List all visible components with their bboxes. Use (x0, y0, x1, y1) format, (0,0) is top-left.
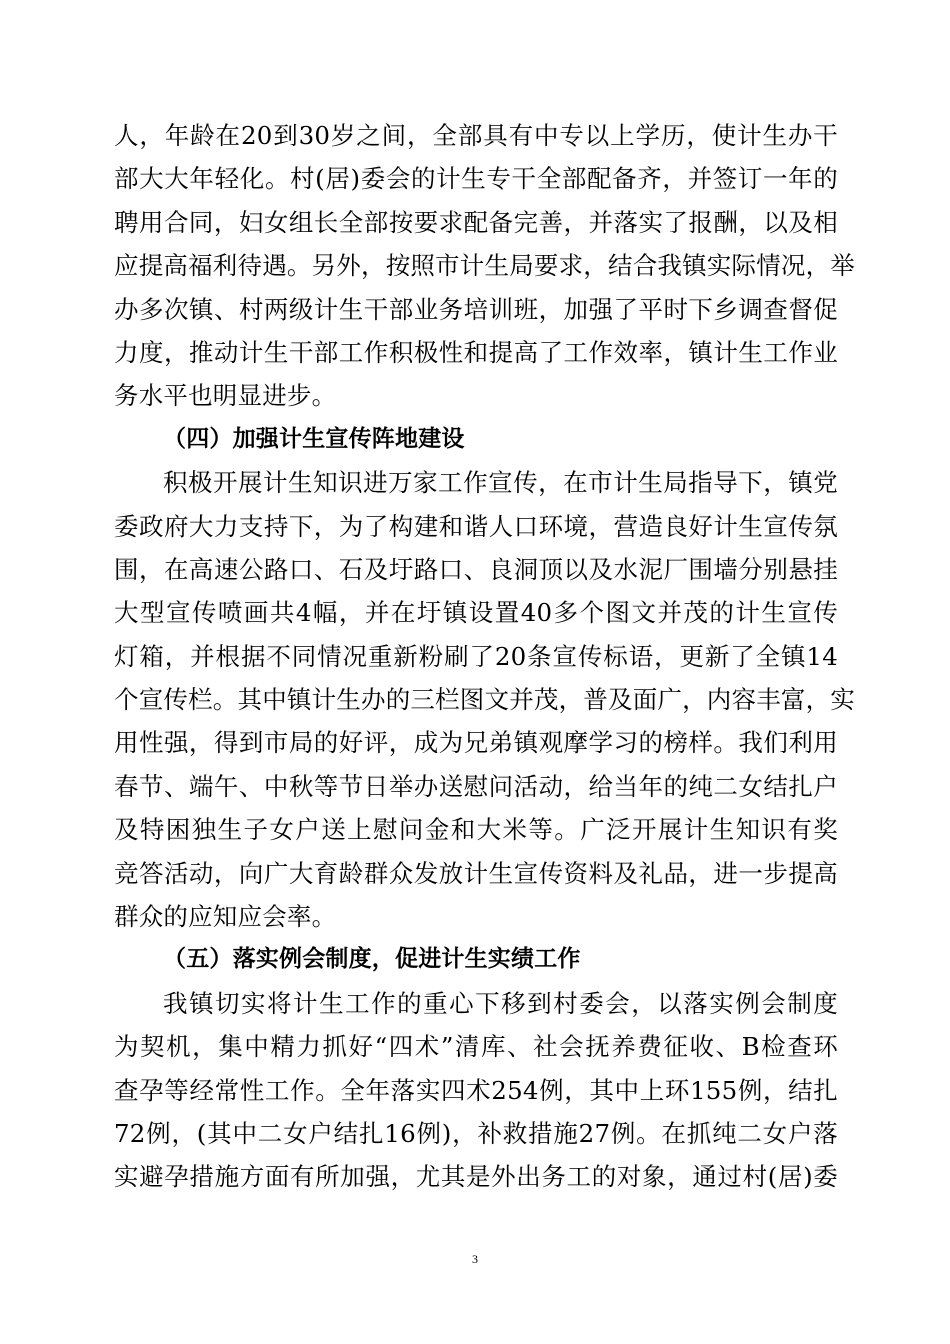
section-heading-4: （四）加强计生宣传阵地建设 (163, 425, 465, 452)
text-line: 大型宣传喷画共4幅，并在圩镇设置40多个图文并茂的计生宣传 (114, 598, 838, 628)
section-heading-5: （五）落实例会制度，促进计生实绩工作 (163, 946, 581, 973)
text-line: 72例，(其中二女户结扎16例)，补救措施27例。在抓纯二女户落 (114, 1118, 838, 1148)
text-line: 及特困独生子女户送上慰问金和大米等。广泛开展计生知识有奖 (114, 815, 838, 845)
text-line: 积极开展计生知识进万家工作宣传，在市计生局指导下，镇党 (163, 468, 838, 498)
text-line: 办多次镇、村两级计生干部业务培训班，加强了平时下乡调查督促 (114, 294, 838, 324)
text-line: 人，年龄在20到30岁之间，全部具有中专以上学历，使计生办干 (114, 121, 838, 150)
text-line: 竞答活动，向广大育龄群众发放计生宣传资料及礼品，进一步提高 (114, 858, 838, 888)
text-line: 力度，推动计生干部工作积极性和提高了工作效率，镇计生工作业 (114, 337, 838, 367)
text-line: 个宣传栏。其中镇计生办的三栏图文并茂，普及面广，内容丰富，实 (114, 685, 855, 715)
text-line: 查孕等经常性工作。全年落实四术254例，其中上环155例，结扎 (114, 1075, 838, 1105)
text-line: 春节、端午、中秋等节日举办送慰问活动，给当年的纯二女结扎户 (114, 771, 838, 801)
text-line: 部大大年轻化。村(居)委会的计生专干全部配备齐，并签订一年的 (114, 164, 838, 194)
document-body (114, 114, 855, 1199)
text-line: 用性强，得到市局的好评，成为兄弟镇观摩学习的榜样。我们利用 (114, 728, 838, 758)
text-line: 聘用合同，妇女组长全部按要求配备完善，并落实了报酬，以及相 (114, 207, 838, 237)
text-line: 群众的应知应会率。 (114, 902, 337, 932)
text-line: 应提高福利待遇。另外，按照市计生局要求，结合我镇实际情况，举 (114, 251, 855, 281)
text-line: 围，在高速公路口、石及圩路口、良洞顶以及水泥厂围墙分别悬挂 (114, 554, 838, 584)
text-line: 我镇切实将计生工作的重心下移到村委会，以落实例会制度 (163, 988, 838, 1018)
page-number: 3 (472, 1252, 478, 1266)
text-line: 实避孕措施方面有所加强，尤其是外出务工的对象，通过村(居)委 (114, 1162, 838, 1192)
text-line: 灯箱，并根据不同情况重新粉刷了20条宣传标语，更新了全镇14 (114, 641, 838, 671)
text-line: 委政府大力支持下，为了构建和谐人口环境，营造良好计生宣传氛 (114, 511, 838, 541)
text-line: 为契机，集中精力抓好“四术”清库、社会抚养费征收、B检查环 (114, 1032, 838, 1062)
text-line: 务水平也明显进步。 (114, 381, 337, 411)
